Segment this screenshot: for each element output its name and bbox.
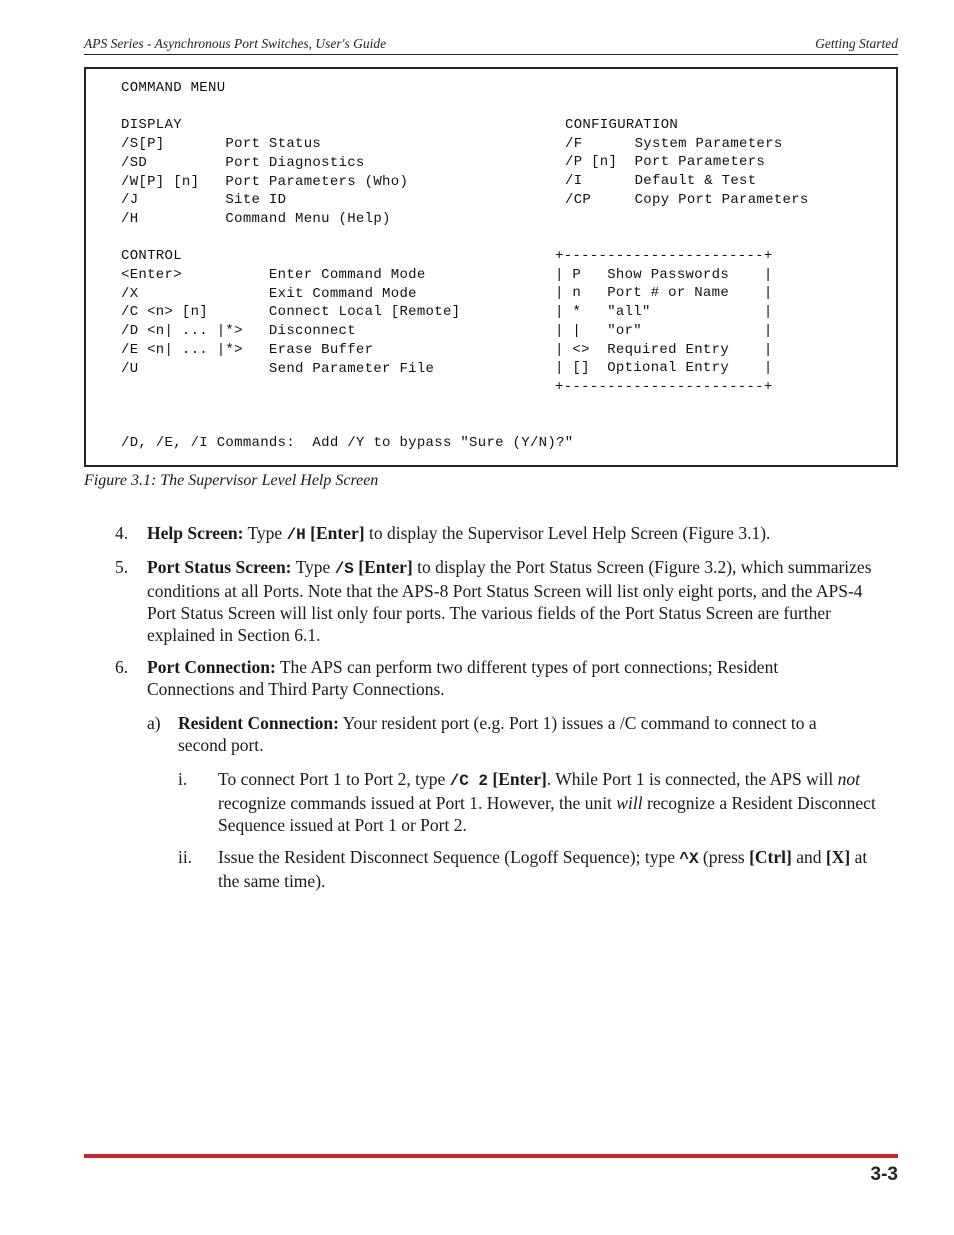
- key-label: [Enter]: [488, 769, 547, 789]
- help-screen-figure: [84, 67, 898, 467]
- item-label: Help Screen:: [147, 523, 244, 543]
- emphasis-text: will: [616, 793, 643, 813]
- command-menu-left-column: COMMAND MENU DISPLAY /S[P] Port Status /SD Port Diagnostics /W[P] [n] Port Parameters (Who) /J Site ID /H Command Menu (Help) CONTROL <Enter> Enter Command Mode /X Exit Command Mode /C <n> [n] Connect Local [Remote] /D <n| ... |*> Disconnect /E <n| ... |*> Erase Buffer /U Send Parameter File: [121, 80, 461, 377]
- list-item-connect-port: [218, 768, 894, 836]
- item-text: The APS can perform two different types of port connections; Resident Connections and Third Party Connections.: [147, 657, 779, 699]
- item-text: to display the Port Status Screen (Figure 3.2), which summarizes conditions at all Ports. Note that the APS-8 Port Status Screen will list only eight ports, and the APS-4 Port Status Screen will list only four ports. The various fields of the Port Status Screen are further explained in Section 6.1.: [147, 557, 872, 645]
- emphasis-text: not: [837, 769, 861, 789]
- key-label: [Ctrl]: [749, 847, 792, 867]
- item-text: Type: [291, 557, 335, 577]
- item-text: recognize a Resident Disconnect Sequence issued at Port 1 or Port 2.: [218, 793, 876, 835]
- item-number: a): [147, 713, 161, 733]
- list-item-help-screen: [147, 522, 907, 546]
- item-text: Type: [243, 523, 287, 543]
- item-text: Issue the Resident Disconnect Sequence (Logoff Sequence); type: [218, 847, 680, 867]
- header-rule: [84, 54, 898, 55]
- item-text: to display the Supervisor Level Help Screen (Figure 3.1).: [364, 523, 771, 543]
- key-label: [Enter]: [353, 557, 413, 577]
- command-code: /S: [334, 560, 354, 578]
- legend-box: +-----------------------+ | P Show Passwords | | n Port # or Name | | * "all" | | | "or" | | <> Required Entry | | [] Optional Entry | +-----------------------+: [555, 248, 773, 395]
- command-code: /H: [286, 526, 306, 544]
- running-header-section: Getting Started: [815, 36, 898, 51]
- configuration-column: CONFIGURATION /F System Parameters /P [n] Port Parameters /I Default & Test /CP Copy Port Parameters: [565, 117, 809, 208]
- item-label: Port Status Screen:: [147, 557, 292, 577]
- item-number: ii.: [178, 847, 193, 867]
- item-text: (press: [698, 847, 750, 867]
- item-text: . While Port 1 is connected, the APS will: [546, 769, 838, 789]
- commands-note: /D, /E, /I Commands: Add /Y to bypass "Sure (Y/N)?": [121, 435, 574, 451]
- list-item-port-status-screen: [147, 556, 875, 646]
- list-item-resident-connection: [178, 712, 850, 756]
- page-number: 3-3: [870, 1164, 898, 1185]
- list-item-disconnect-sequence: [218, 846, 878, 892]
- item-text: To connect Port 1 to Port 2, type: [218, 769, 450, 789]
- figure-caption: Figure 3.1: The Supervisor Level Help Screen: [84, 472, 379, 489]
- command-code: /C 2: [449, 772, 488, 790]
- item-number: 4.: [115, 523, 129, 543]
- command-code: ^X: [679, 850, 699, 868]
- list-item-port-connection: [147, 656, 837, 700]
- item-number: i.: [178, 769, 188, 789]
- item-text: at the same time).: [218, 847, 868, 891]
- item-label: Resident Connection:: [178, 713, 339, 733]
- key-label: [X]: [825, 847, 851, 867]
- footer-rule: [84, 1154, 898, 1158]
- item-text: Your resident port (e.g. Port 1) issues a /C command to connect to a second port.: [178, 713, 817, 755]
- item-label: Port Connection:: [147, 657, 276, 677]
- key-label: [Enter]: [305, 523, 365, 543]
- item-text: and: [791, 847, 826, 867]
- item-number: 5.: [115, 557, 129, 577]
- item-number: 6.: [115, 657, 129, 677]
- running-header-title: APS Series - Asynchronous Port Switches, User's Guide: [84, 36, 387, 51]
- item-text: recognize commands issued at Port 1. However, the unit: [218, 793, 617, 813]
